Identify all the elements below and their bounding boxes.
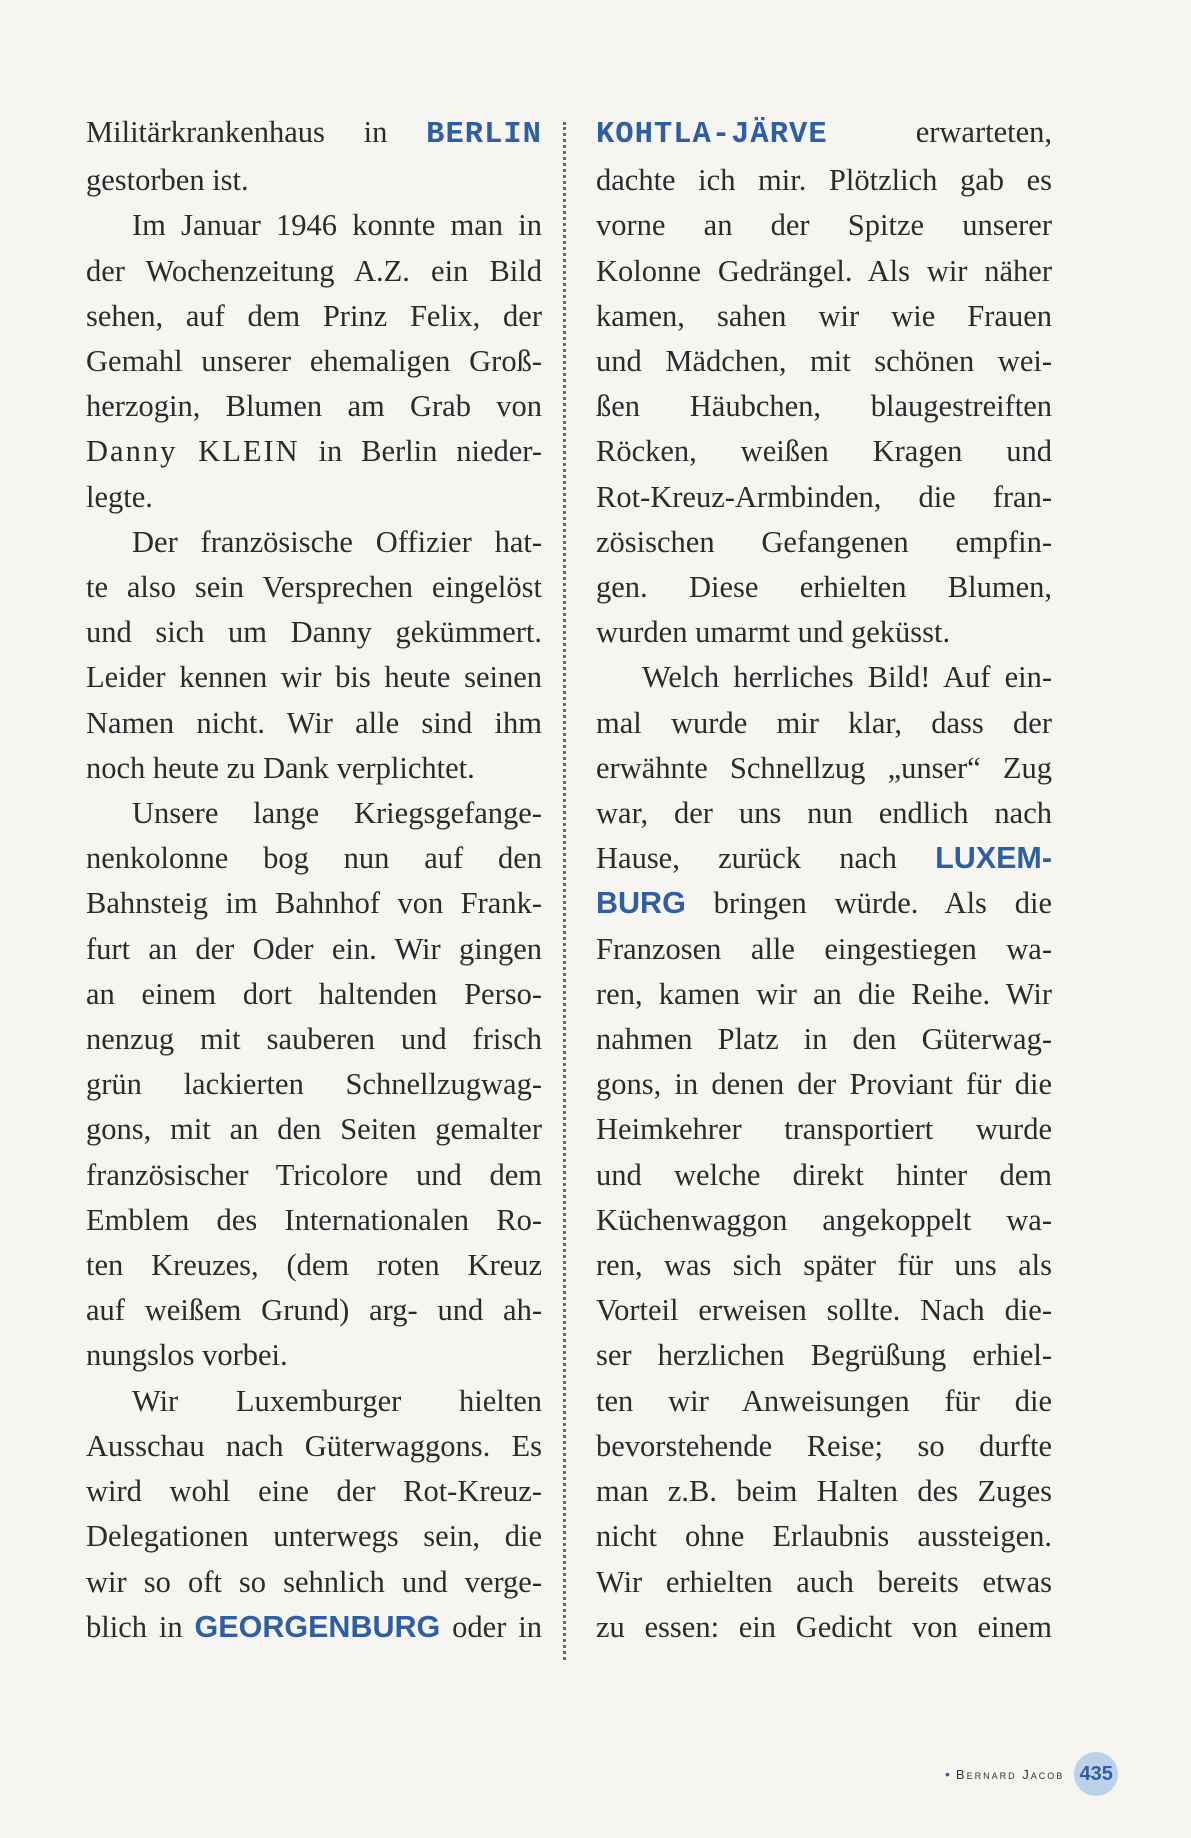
text-line: Rot-Kreuz-Armbinden, die fran-	[596, 479, 1052, 514]
text-line: war, der uns nun endlich nach	[596, 796, 1052, 831]
text-line: legte.	[86, 479, 153, 514]
text-line: wird wohl eine der Rot-Kreuz-	[86, 1474, 542, 1509]
text-line: ten Kreuzes, (dem roten Kreuz	[86, 1248, 542, 1283]
left-column	[86, 110, 542, 1650]
text-line: Danny KLEIN in Berlin nieder-	[86, 434, 542, 469]
text-line: Wir erhielten auch bereits etwas	[596, 1564, 1052, 1599]
column-divider	[563, 122, 566, 1660]
text-line: nenzug mit sauberen und frisch	[86, 1022, 542, 1057]
text-line: noch heute zu Dank verplichtet.	[86, 750, 475, 785]
text-line: Militärkrankenhaus in BERLIN	[86, 115, 542, 152]
text-line: Im Januar 1946 konnte man in	[132, 208, 542, 243]
text-line: te also sein Versprechen eingelöst	[86, 570, 542, 605]
author-name: Bernard Jacob	[955, 1766, 1065, 1782]
text-line: wurden umarmt und geküsst.	[596, 615, 951, 650]
text-line: ten wir Anweisungen für die	[596, 1383, 1052, 1418]
text-line: zu essen: ein Gedicht von einem	[596, 1609, 1052, 1644]
place-name-berlin: BERLIN	[426, 118, 542, 152]
text-line: Wir Luxemburger hielten	[132, 1383, 542, 1418]
text-line: nahmen Platz in den Güterwag-	[596, 1022, 1052, 1057]
text-line: gons, in denen der Proviant für die	[596, 1067, 1052, 1102]
text-line: und sich um Danny gekümmert.	[86, 615, 542, 650]
text-line: ßen Häubchen, blaugestreiften	[596, 389, 1052, 424]
text-line: Vorteil erweisen sollte. Nach die-	[596, 1293, 1052, 1328]
text-line: dachte ich mir. Plötzlich gab es	[596, 163, 1052, 198]
text-line: vorne an der Spitze unserer	[596, 208, 1052, 243]
bullet-icon: •	[945, 1766, 950, 1782]
text-line: Röcken, weißen Kragen und	[596, 434, 1052, 469]
text-line: nicht ohne Erlaubnis aussteigen.	[596, 1519, 1052, 1554]
page-footer	[945, 1752, 1118, 1796]
place-name-kohtla-jarve: KOHTLA-JÄRVE	[596, 118, 828, 152]
text-line: Küchenwaggon angekoppelt wa-	[596, 1202, 1052, 1237]
text-line: Delegationen unterwegs sein, die	[86, 1519, 542, 1554]
text-line: Kolonne Gedrängel. Als wir näher	[596, 253, 1052, 288]
text-line: Hause, zurück nach LUXEM-	[596, 841, 1052, 876]
text-line: Welch herrliches Bild! Auf ein-	[642, 660, 1052, 695]
text-line: Unsere lange Kriegsgefange-	[132, 796, 542, 831]
text-line: sehen, auf dem Prinz Felix, der	[86, 298, 542, 333]
text-line: ren, kamen wir an die Reihe. Wir	[596, 976, 1052, 1011]
text-line: mal wurde mir klar, dass der	[596, 705, 1052, 740]
text-line: ren, was sich später für uns als	[596, 1248, 1052, 1283]
text-line: auf weißem Grund) arg- und ah-	[86, 1293, 542, 1328]
place-name-luxemburg: LUXEM-	[935, 841, 1052, 876]
text-line: der Wochenzeitung A.Z. ein Bild	[86, 253, 542, 288]
text-line: bevorstehende Reise; so durfte	[596, 1428, 1052, 1463]
place-name-luxemburg-cont: BURG	[596, 886, 686, 921]
text-line: an einem dort haltenden Perso-	[86, 976, 542, 1011]
text-line: Der französische Offizier hat-	[132, 524, 542, 559]
text-line: kamen, sahen wir wie Frauen	[596, 298, 1052, 333]
text-line: wir so oft so sehnlich und verge-	[86, 1564, 542, 1599]
text-line: Franzosen alle eingestiegen wa-	[596, 931, 1052, 966]
text-line: Emblem des Internationalen Ro-	[86, 1202, 542, 1237]
text-line: und Mädchen, mit schönen wei-	[596, 344, 1052, 379]
text-line: gen. Diese erhielten Blumen,	[596, 570, 1052, 605]
text-line: und welche direkt hinter dem	[596, 1157, 1052, 1192]
page-number: 435	[1074, 1752, 1118, 1796]
text-line: Gemahl unserer ehemaligen Groß-	[86, 344, 542, 379]
person-name: Danny KLEIN	[86, 434, 300, 469]
text-line: Namen nicht. Wir alle sind ihm	[86, 705, 542, 740]
text-line: erwähnte Schnellzug „unser“ Zug	[596, 750, 1052, 785]
text-line: Heimkehrer transportiert wurde	[596, 1112, 1052, 1147]
text-line: Leider kennen wir bis heute seinen	[86, 660, 542, 695]
text-line: BURG bringen würde. Als die	[596, 886, 1052, 921]
text-line: KOHTLA-JÄRVE erwarteten,	[596, 115, 1052, 152]
text-line: blich in GEORGENBURG oder in	[86, 1609, 542, 1644]
text-line: man z.B. beim Halten des Zuges	[596, 1474, 1052, 1509]
right-column	[596, 110, 1052, 1650]
text-line: nungslos vorbei.	[86, 1338, 288, 1373]
text-line: Ausschau nach Güterwaggons. Es	[86, 1428, 542, 1463]
text-line: ser herzlichen Begrüßung erhiel-	[596, 1338, 1052, 1373]
text-line: gons, mit an den Seiten gemalter	[86, 1112, 542, 1147]
text-line: nenkolonne bog nun auf den	[86, 841, 542, 876]
text-line: Bahnsteig im Bahnhof von Frank-	[86, 886, 542, 921]
text-line: grün lackierten Schnellzugwag-	[86, 1067, 542, 1102]
text-line: französischer Tricolore und dem	[86, 1157, 542, 1192]
text-line: herzogin, Blumen am Grab von	[86, 389, 542, 424]
place-name-georgenburg: GEORGENBURG	[194, 1609, 441, 1644]
text-line: zösischen Gefangenen empfin-	[596, 524, 1052, 559]
text-line: furt an der Oder ein. Wir gingen	[86, 931, 542, 966]
text-line: gestorben ist.	[86, 163, 249, 198]
